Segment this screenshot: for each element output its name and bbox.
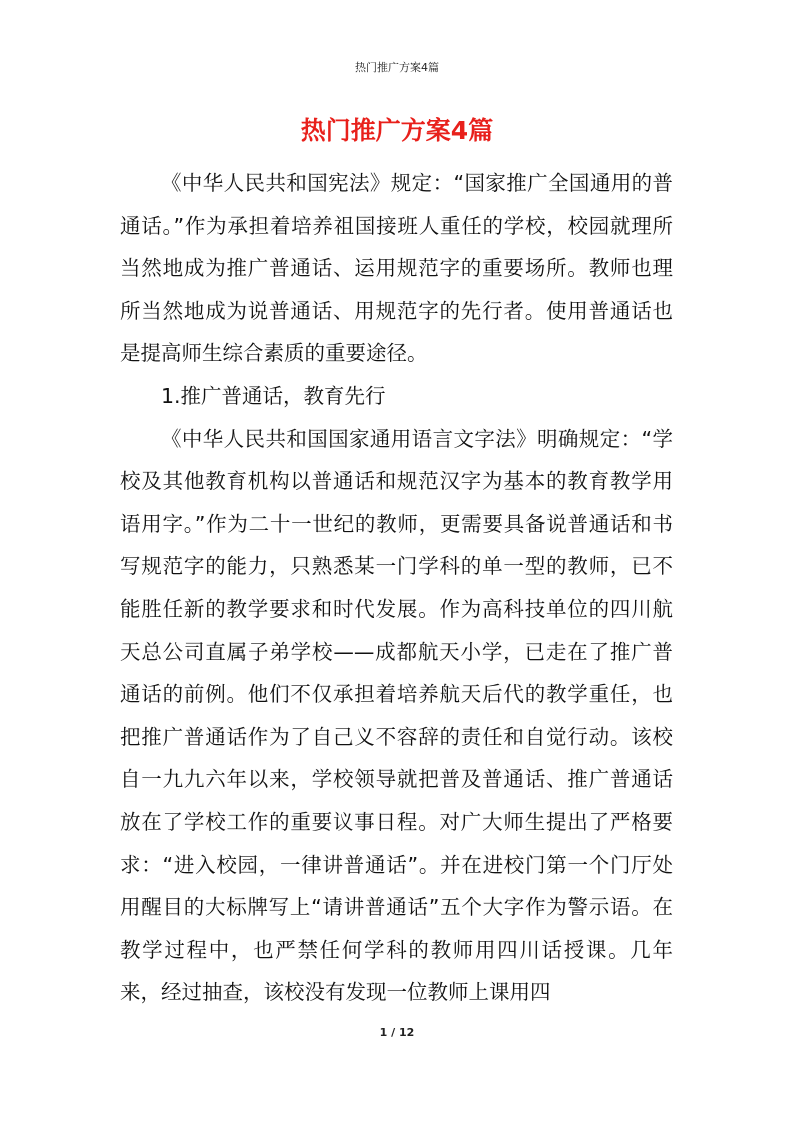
paragraph-constitution: 《中华人民共和国宪法》规定：“国家推广全国通用的普通话。”作为承担着培养祖国接班人重任的学校，校园就理所当然地成为推广普通话、运用规范字的重要场所。教师也理所当然地成为说普通话、用规范字的先行者。使用普通话也是提高师生综合素质的重要途径。 [120, 171, 673, 366]
page-number: 1 / 12 [379, 1026, 415, 1039]
document-title: 热门推广方案4篇 [300, 116, 494, 145]
running-header: 热门推广方案4篇 [355, 61, 439, 74]
document-body [120, 162, 673, 1014]
paragraph-language-law: 《中华人民共和国国家通用语言文字法》明确规定：“学校及其他教育机构以普通话和规范汉字为基本的教育教学用语用字。”作为二十一世纪的教师，更需要具备说普通话和书写规范字的能力，只熟悉某一门学科的单一型的教师，已不能胜任新的教学要求和时代发展。作为高科技单位的四川航天总公司直属子弟学校——成都航天小学，已走在了推广普通话的前例。他们不仅承担着培养航天后代的教学重任，也把推广普通话作为了自己义不容辞的责任和自觉行动。该校自一九九六年以来，学校领导就把普及普通话、推广普通话放在了学校工作的重要议事日程。对广大师生提出了严格要求：“进入校园，一律讲普通话”。并在进校门第一个门厅处用醒目的大标牌写上“请讲普通话”五个大字作为警示语。在教学过程中，也严禁任何学科的教师用四川话授课。几年来，经过抽查，该校没有发现一位教师上课用四 [120, 426, 673, 1005]
section-heading: 1.推广普通话，教育先行 [161, 383, 386, 408]
